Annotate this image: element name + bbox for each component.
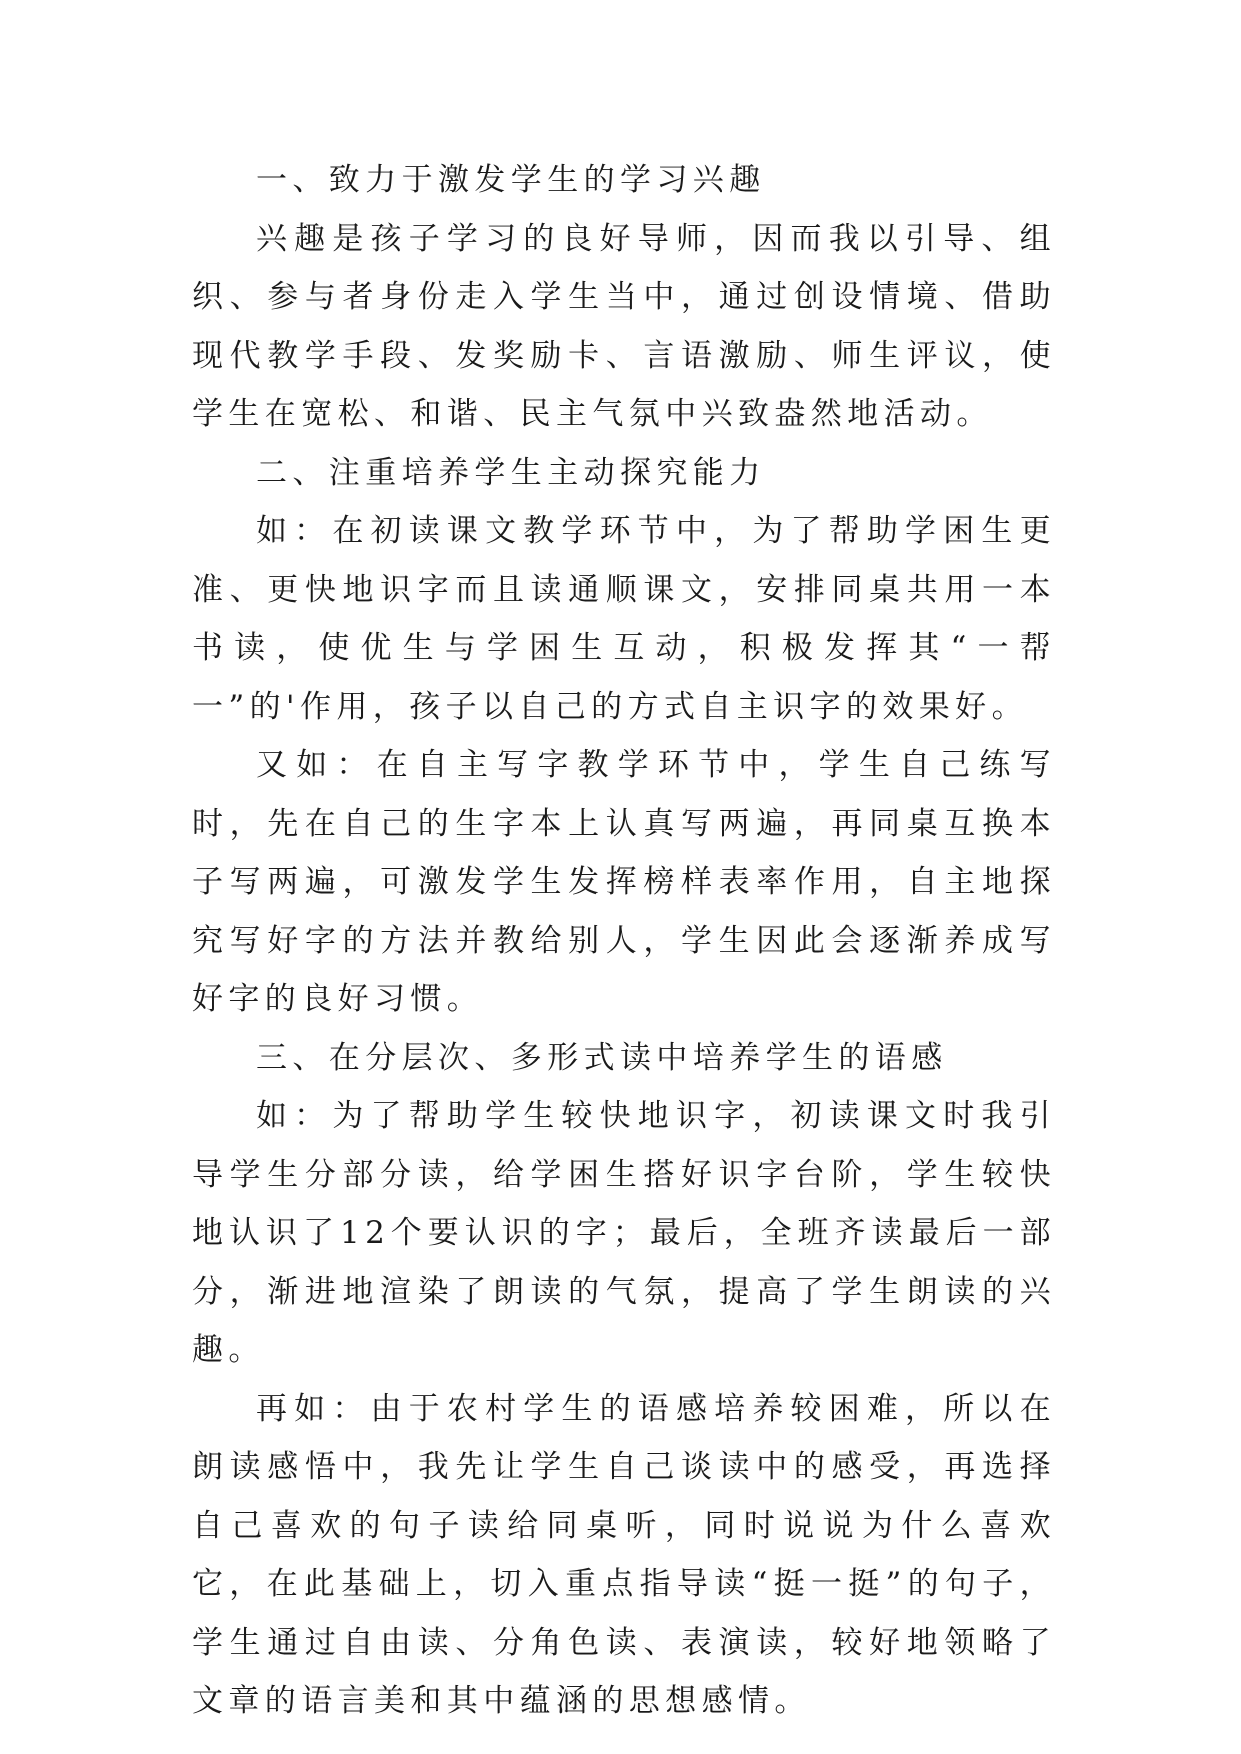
section-heading-3: 三、在分层次、多形式读中培养学生的语感 (256, 1039, 948, 1076)
paragraph-interest: 兴趣是孩子学习的良好导师，因而我以引导、组织、参与者身份走入学生当中，通过创设情境、借助现代教学手段、发奖励卡、言语激励、师生评议，使学生在宽松、和谐、民主气氛中兴致盎然地活动。 (192, 220, 1056, 432)
paragraph-example-language-sense: 再如：由于农村学生的语感培养较困难，所以在朗读感悟中，我先让学生自己谈读中的感受，再选择自己喜欢的句子读给同桌听，同时说说为什么喜欢它，在此基础上，切入重点指导读“挺一挺”的句子，学生通过自由读、分角色读、表演读，较好地领略了文章的语言美和其中蕴涵的思想感情。 (192, 1390, 1056, 1719)
document-body (192, 151, 1056, 1731)
paragraph-example-literacy: 如：为了帮助学生较快地识字，初读课文时我引导学生分部分读，给学困生搭好识字台阶，学生较快地认识了12个要认识的字；最后，全班齐读最后一部分，渐进地渲染了朗读的气氛，提高了学生朗读的兴趣。 (192, 1098, 1056, 1368)
section-heading-2: 二、注重培养学生主动探究能力 (256, 454, 766, 491)
paragraph-example-writing: 又如：在自主写字教学环节中，学生自己练写时，先在自己的生字本上认真写两遍，再同桌互换本子写两遍，可激发学生发挥榜样表率作用，自主地探究写好字的方法并教给别人，学生因此会逐渐养成写好字的良好习惯。 (192, 747, 1056, 1017)
section-heading-1: 一、致力于激发学生的学习兴趣 (256, 162, 766, 198)
paragraph-example-reading: 如：在初读课文教学环节中，为了帮助学困生更准、更快地识字而且读通顺课文，安排同桌共用一本书读，使优生与学困生互动，积极发挥其“一帮一”的'作用，孩子以自己的方式自主识字的效果好。 (192, 513, 1056, 725)
